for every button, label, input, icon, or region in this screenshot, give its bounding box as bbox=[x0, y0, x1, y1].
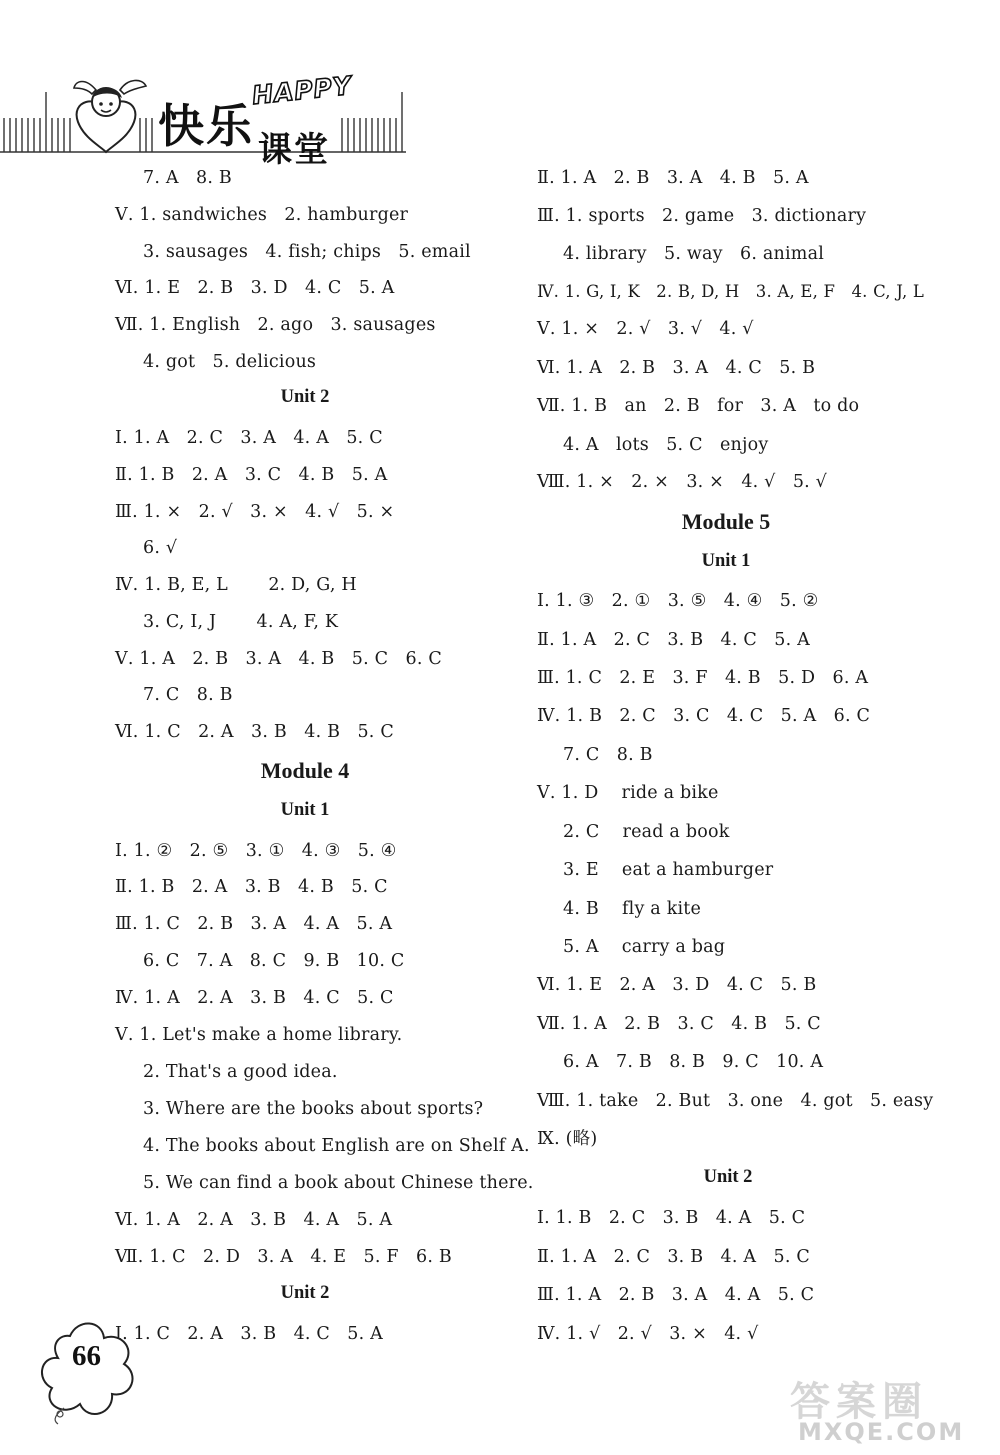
answer-line: Ⅴ. 1. × 2. √ 3. √ 4. √ bbox=[537, 319, 754, 339]
unit-heading: Unit 2 bbox=[280, 1283, 330, 1303]
answer-line: Ⅴ. 1. A 2. B 3. A 4. B 5. C 6. C bbox=[115, 649, 442, 669]
answer-line: Ⅰ. 1. ③ 2. ① 3. ⑤ 4. ④ 5. ② bbox=[537, 591, 819, 611]
answer-line: Ⅲ. 1. C 2. E 3. F 4. B 5. D 6. A bbox=[537, 668, 869, 688]
book-title-kuaile: 快乐 bbox=[158, 99, 254, 153]
answer-line: 2. That's a good idea. bbox=[143, 1062, 338, 1082]
happy-badge: HAPPY bbox=[250, 70, 354, 111]
answer-line: 4. The books about English are on Shelf A. bbox=[143, 1136, 530, 1156]
answer-line: Ⅷ. 1. take 2. But 3. one 4. got 5. easy bbox=[537, 1091, 934, 1111]
unit-heading: Unit 1 bbox=[701, 551, 751, 571]
answer-line: Ⅰ. 1. B 2. C 3. B 4. A 5. C bbox=[537, 1208, 806, 1228]
answer-line: Ⅶ. 1. A 2. B 3. C 4. B 5. C bbox=[537, 1014, 821, 1034]
answer-line: 6. A 7. B 8. B 9. C 10. A bbox=[563, 1052, 824, 1072]
answer-line: Ⅳ. 1. B 2. C 3. C 4. C 5. A 6. C bbox=[537, 706, 871, 726]
answer-line: 5. We can find a book about Chinese there. bbox=[143, 1173, 534, 1193]
unit-heading: Unit 1 bbox=[280, 800, 330, 820]
answer-line: Ⅱ. 1. B 2. A 3. C 4. B 5. A bbox=[115, 465, 388, 485]
answer-line: Ⅰ. 1. A 2. C 3. A 4. A 5. C bbox=[115, 428, 383, 448]
answer-line: Ⅰ. 1. C 2. A 3. B 4. C 5. A bbox=[115, 1324, 384, 1344]
answer-line: 3. E eat a hamburger bbox=[563, 860, 774, 880]
answer-line: Ⅳ. 1. G, I, K 2. B, D, H 3. A, E, F 4. C, J, L bbox=[537, 282, 925, 301]
page-header bbox=[0, 60, 420, 170]
answer-line: Ⅲ. 1. × 2. √ 3. × 4. √ 5. × bbox=[115, 502, 395, 522]
answer-line: 2. C read a book bbox=[563, 822, 730, 842]
answer-line: 3. sausages 4. fish; chips 5. email bbox=[143, 242, 471, 262]
answer-line: 3. Where are the books about sports? bbox=[143, 1099, 484, 1119]
answer-line: Ⅳ. 1. B, E, L 2. D, G, H bbox=[115, 575, 357, 595]
answer-line: Ⅸ. (略) bbox=[537, 1129, 598, 1149]
answer-line: 4. A lots 5. C enjoy bbox=[563, 435, 769, 455]
unit-heading: Unit 2 bbox=[280, 387, 330, 407]
answer-line: Ⅰ. 1. ② 2. ⑤ 3. ① 4. ③ 5. ④ bbox=[115, 841, 397, 861]
answer-line: 7. A 8. B bbox=[143, 168, 232, 188]
watermark-url: MXQE.COM bbox=[798, 1418, 965, 1446]
answer-line: Ⅲ. 1. C 2. B 3. A 4. A 5. A bbox=[115, 914, 393, 934]
answer-line: Ⅳ. 1. √ 2. √ 3. × 4. √ bbox=[537, 1324, 759, 1344]
page-number: 66 bbox=[72, 1340, 101, 1372]
cartoon-girl-icon bbox=[74, 80, 146, 152]
answer-line: Ⅵ. 1. A 2. A 3. B 4. A 5. A bbox=[115, 1210, 393, 1230]
answer-line: 6. C 7. A 8. C 9. B 10. C bbox=[143, 951, 405, 971]
answer-line: Ⅵ. 1. E 2. A 3. D 4. C 5. B bbox=[537, 975, 817, 995]
answer-line: 4. B fly a kite bbox=[563, 899, 702, 919]
flower-page-badge-icon bbox=[40, 1318, 140, 1428]
answer-line: Ⅳ. 1. A 2. A 3. B 4. C 5. C bbox=[115, 988, 394, 1008]
answer-line: Ⅷ. 1. × 2. × 3. × 4. √ 5. √ bbox=[537, 472, 828, 492]
answer-line: Ⅶ. 1. B an 2. B for 3. A to do bbox=[537, 396, 860, 416]
answer-line: Ⅲ. 1. A 2. B 3. A 4. A 5. C bbox=[537, 1285, 815, 1305]
module-heading: Module 5 bbox=[681, 509, 771, 534]
answer-line: Ⅵ. 1. C 2. A 3. B 4. B 5. C bbox=[115, 722, 394, 742]
answer-line: 5. A carry a bag bbox=[563, 937, 726, 957]
answer-line: Ⅲ. 1. sports 2. game 3. dictionary bbox=[537, 206, 867, 226]
unit-heading: Unit 2 bbox=[703, 1167, 753, 1187]
answer-line: Ⅱ. 1. A 2. C 3. B 4. C 5. A bbox=[537, 630, 810, 650]
answer-line: 4. library 5. way 6. animal bbox=[563, 244, 825, 264]
book-title-ketang: 课堂 bbox=[258, 130, 330, 170]
answer-line: 6. √ bbox=[143, 538, 178, 558]
answer-line: Ⅴ. 1. Let's make a home library. bbox=[115, 1025, 403, 1045]
answer-line: Ⅶ. 1. English 2. ago 3. sausages bbox=[115, 315, 436, 335]
watermark-text: 答案圈 bbox=[790, 1379, 928, 1425]
answer-line: 4. got 5. delicious bbox=[143, 352, 317, 372]
answer-line: Ⅱ. 1. A 2. B 3. A 4. B 5. A bbox=[537, 168, 809, 188]
watermark bbox=[770, 1370, 995, 1450]
answer-line: 7. C 8. B bbox=[563, 745, 653, 765]
answer-line: Ⅵ. 1. A 2. B 3. A 4. C 5. B bbox=[537, 358, 816, 378]
answer-line: Ⅶ. 1. C 2. D 3. A 4. E 5. F 6. B bbox=[115, 1247, 452, 1267]
answer-line: Ⅱ. 1. B 2. A 3. B 4. B 5. C bbox=[115, 877, 388, 897]
answer-line: Ⅵ. 1. E 2. B 3. D 4. C 5. A bbox=[115, 278, 395, 298]
module-heading: Module 4 bbox=[260, 758, 350, 783]
answer-line: Ⅴ. 1. D ride a bike bbox=[537, 783, 719, 803]
answer-line: Ⅱ. 1. A 2. C 3. B 4. A 5. C bbox=[537, 1247, 810, 1267]
answer-line: Ⅴ. 1. sandwiches 2. hamburger bbox=[115, 205, 409, 225]
answer-line: 3. C, I, J 4. A, F, K bbox=[143, 612, 339, 632]
answer-line: 7. C 8. B bbox=[143, 685, 233, 705]
